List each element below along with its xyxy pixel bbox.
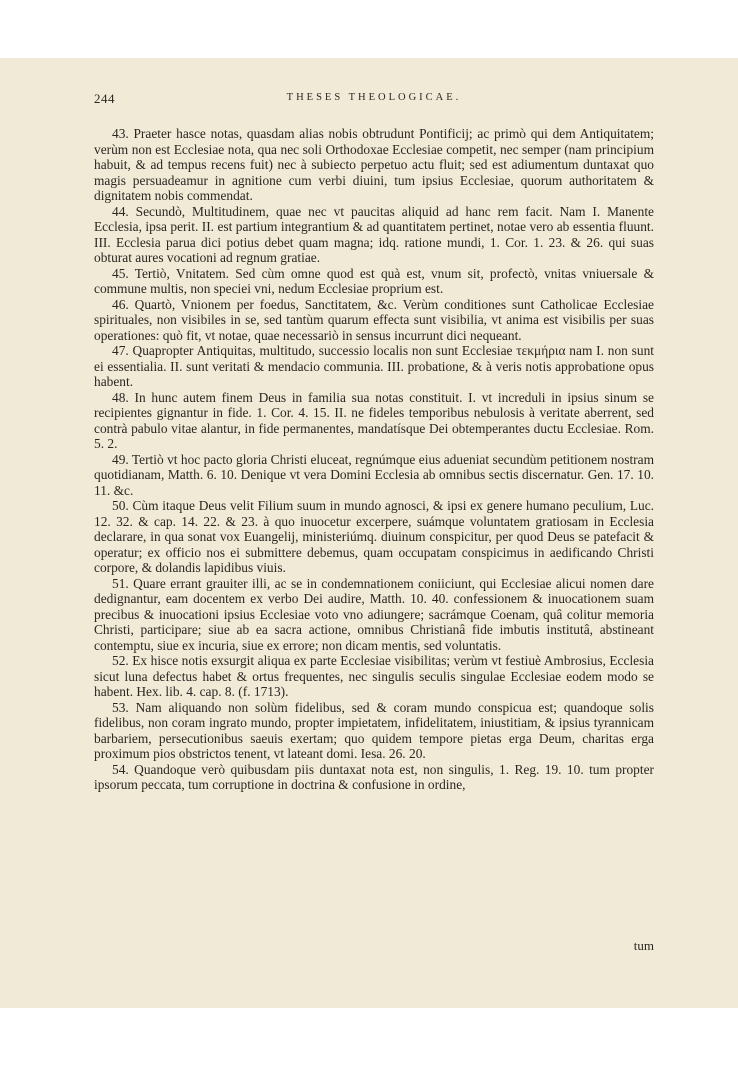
thesis-45: 45. Tertiò, Vnitatem. Sed cùm omne quod est quà est, vnum sit, profectò, vnitas vniuersale & commune multis, non speciei vni, nedum Ecclesiae proprium est. bbox=[94, 265, 654, 296]
running-head: THESES THEOLOGICAE. bbox=[286, 92, 462, 103]
thesis-46: 46. Quartò, Vnionem per foedus, Sanctitatem, &c. Verùm conditiones sunt Catholicae Ecclesiae spirituales, non visibiles in se, sed tantùm quarum effecta sunt visibilia, vt anima est visibilis per suas operationes: quò fit, vt notae, quae necessariò in sensus incurrunt dici nequeant. bbox=[94, 296, 654, 343]
catchword: tum bbox=[633, 938, 654, 953]
thesis-52: 52. Ex hisce notis exsurgit aliqua ex parte Ecclesiae visibilitas; verùm vt festiuè Ambrosius, Ecclesia sicut luna defectus habet & ortus frequentes, nec singulis seculis singulae Ecclesiae eodem modo se habent. Hex. lib. 4. cap. 8. (f. 1713). bbox=[94, 653, 654, 699]
thesis-48: 48. In hunc autem finem Deus in familia sua notas constituit. I. vt increduli in ipsius sinum se recipientes gignantur in fide. 1. Cor. 4. 15. II. ne fideles temporibus nebulosis à veritate aberrent, sed contrà pabulo vitae alantur, in fide permanentes, mandatísque Dei obtemperantes ductu Ecclesiae. Rom. 5. 2. bbox=[94, 389, 654, 451]
thesis-51: 51. Quare errant grauiter illi, ac se in condemnationem coniiciunt, qui Ecclesiae alicui nomen dare dedignantur, eam docentem ex verbo Dei audire, Matth. 10. 40. confessionem & inuocationem suam precibus & inuocationi ipsius Ecclesiae voto vno adiungere; sacrámque Coenam, quâ colitur memoria Christi, participare; siue ab ea sacra actione, omnibus Christianâ fide imbutis institutâ, abstineant contemptu, siue ex incuria, siue ex errore; non dicam mentis, sed voluntatis. bbox=[94, 575, 654, 653]
thesis-50: 50. Cùm itaque Deus velit Filium suum in mundo agnosci, & ipsi ex genere humano peculium, Luc. 12. 32. & cap. 14. 22. & 23. à quo inuocetur excerpere, suámque voluntatem gratiosam in Ecclesia declarare, in qua sonat vox Euangelij, ministeriúmq. diuinum conspicitur, per quod Deus se patefacit & operatur; ex officio nos ei submittere debemus, quam occupatam conspicimus in aedificando Christi corpore, & dolandis lapidibus viuis. bbox=[94, 498, 654, 575]
thesis-47: 47. Quapropter Antiquitas, multitudo, successio localis non sunt Ecclesiae τεκμήρια nam I. non sunt ei essentialia. II. sunt veritati & mendacio communia. III. probatione, & à veris notis approbatione opus habent. bbox=[94, 343, 654, 389]
thesis-54: 54. Quandoque verò quibusdam piis duntaxat nota est, non singulis, 1. Reg. 19. 10. tum propter ipsorum peccata, tum corruptione in doctrina & confusione in ordine, bbox=[94, 761, 654, 792]
page-header bbox=[94, 91, 654, 107]
thesis-44: 44. Secundò, Multitudinem, quae nec vt paucitas aliquid ad hanc rem facit. Nam I. Manente Ecclesia, ipsa perit. II. est partium integrantium & ad quantitatem pertinet, notae vero ab essentia fluunt. III. Ecclesia parua dici potius debet quam magna; idq. ratione mundi, 1. Cor. 1. 23. & 26. qui suas obturat aures vocationi ad regnum gratiae. bbox=[94, 203, 654, 265]
body-text bbox=[94, 126, 654, 793]
thesis-53: 53. Nam aliquando non solùm fidelibus, sed & coram mundo conspicua est; quandoque solis fidelibus, non coram ingrato mundo, propter impietatem, infidelitatem, iniustitiam, & ipsius tyrannicam barbariem, persecutionibus saeuis exertam; quo quidem tempore pietas erga Deum, charitas erga proximum pios obstrictos tenent, vt lateant domi. Iesa. 26. 20. bbox=[94, 699, 654, 761]
thesis-43: 43. Praeter hasce notas, quasdam alias nobis obtrudunt Pontificij; ac primò qui dem Antiquitatem; verùm non est Ecclesiae nota, qua nec soli Orthodoxae Ecclesiae competit, nec semper (nam principium habuit, & ad tempus recens fuit) nec à subiecto perpetuo actu fluit; sed est adiumentum duntaxat quo magis persuadeamur in agnitione cum verbi diuini, tum ipsius Ecclesiae, quorum authoritatem & dignitatem nobis commendat. bbox=[94, 126, 654, 203]
thesis-49: 49. Tertiò vt hoc pacto gloria Christi eluceat, regnúmque eius adueniat secundùm petitionem nostram quotidianam, Matth. 6. 10. Denique vt vera Domini Ecclesia ab omnibus sectis discernatur. Gen. 17. 10. 11. &c. bbox=[94, 451, 654, 498]
page-number: 244 bbox=[94, 91, 115, 106]
book-page bbox=[0, 58, 738, 1008]
